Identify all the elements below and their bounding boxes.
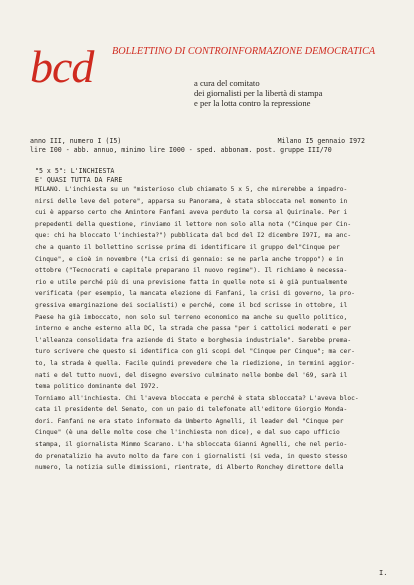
subtitle-line: e per la lotta contro la repressione [194,98,311,109]
body-line: nirsi delle leve del potere", apparsa su Panorama, è stata sbloccata nel momento in [35,197,348,205]
headline-line: "5 x 5": L'INCHIESTA [35,167,115,175]
body-line: ottobre ("Tecnocrati e capitale preparano il nuovo regime"). Il richiamo è necessa- [35,267,348,275]
body-line: verificata (per esempio, la mancata elezione di Fanfani, la crisi di governo, la pro- [35,290,355,298]
article-body [35,184,384,474]
body-line: to, la strada è quella. Facile quindi prevedere che la riedizione, in termini aggior- [35,359,355,367]
body-line: Cinque" (è una delle molte cose che l'inchiesta non dice), e dal suo capo ufficio [35,429,340,437]
body-line: che a quanto il bollettino scrisse prima di identificare il gruppo del"Cinque per [35,243,340,251]
article-headline [35,167,122,185]
issue-info [30,137,365,155]
page-number: I. [379,569,388,577]
masthead-subtitle [194,78,322,109]
issue-number: anno III, numero I (I5) [30,137,122,145]
body-line: MILANO. L'inchiesta su un "misterioso club chiamato 5 x 5, che mirerebbe a impadro- [35,186,348,193]
subtitle-line: dei giornalisti per la libertà di stampa [194,88,323,99]
body-line: que: chi ha bloccato l'inchiesta?") pubblicata dal bcd del I2 dicembre I97I, ma anc- [35,232,352,240]
body-line: Torniamo all'inchiesta. Chi l'aveva bloccata e perché è stata sbloccata? L'aveva bloc- [35,394,359,402]
body-line: interno e anche esterno alla DC, la strada che passa "per i cattolici moderati e per [35,325,352,333]
body-line: Cinque", e cioè in novembre ("La crisi di gennaio: se ne parla anche troppo") e in [35,255,344,263]
body-line: gressiva emarginazione dei socialisti) e perché, come il bcd scrisse in ottobre, il [35,301,348,309]
body-line: nati e del tutto nuovi, del disegno eversivo culminato nelle bombe del '69, sarà il [35,371,348,379]
bcd-logo: bcd [30,41,94,92]
body-line: l'alleanza consolidata fra aziende di Stato e borghesia industriale". Sarebbe prema- [35,336,352,344]
body-line: rio e utile perché più di una previsione fatta in quelle note si è già puntualmente [35,278,348,286]
subtitle-line: a cura del comitato [194,78,260,88]
body-line: do prenatalizio ha avuto molto da fare con i giornalisti (si veda, in questo stesso [35,452,348,460]
body-line: tema politico dominante del I972. [35,383,160,391]
body-line: numero, la notizia sulle dimissioni, rientrate, di Alberto Ronchey direttore della [35,464,344,472]
issue-date: Milano I5 gennaio I972 [277,137,365,145]
body-line: turo scrivere che questo si identifica con gli scopi del "Cinque per Cinque"; ma cer- [35,348,355,356]
body-line: stampa, il giornalista Mimmo Scarano. L'ha sbloccata Gianni Agnelli, che nel perio- [35,441,348,449]
body-line: dori. Fanfani ne era stato informato da Umberto Agnelli, il leader del "Cinque per [35,417,344,425]
headline-line: E' QUASI TUTTA DA FARE [35,176,123,184]
issue-price-line: lire I00 - abb. annuo, minimo lire I000 - sped. abbonam. post. gruppe III/70 [30,146,332,154]
body-line: cui è apparso certo che Amintore Fanfani aveva perduto la corsa al Quirinale. Per i [35,209,348,217]
masthead-title: BOLLETTINO DI CONTROINFORMAZIONE DEMOCRATICA [112,46,376,57]
body-line: cata il presidente del Senato, con un paio di telefonate all'editore Giorgio Monda- [35,406,348,414]
body-line: prepedenti della questione, rinviamo il lettore non solo alla nota ("Cinque per Cin- [35,220,352,228]
body-line: Paese ha già imboccato, non solo sul terreno economico ma anche su quello politico, [35,313,348,321]
